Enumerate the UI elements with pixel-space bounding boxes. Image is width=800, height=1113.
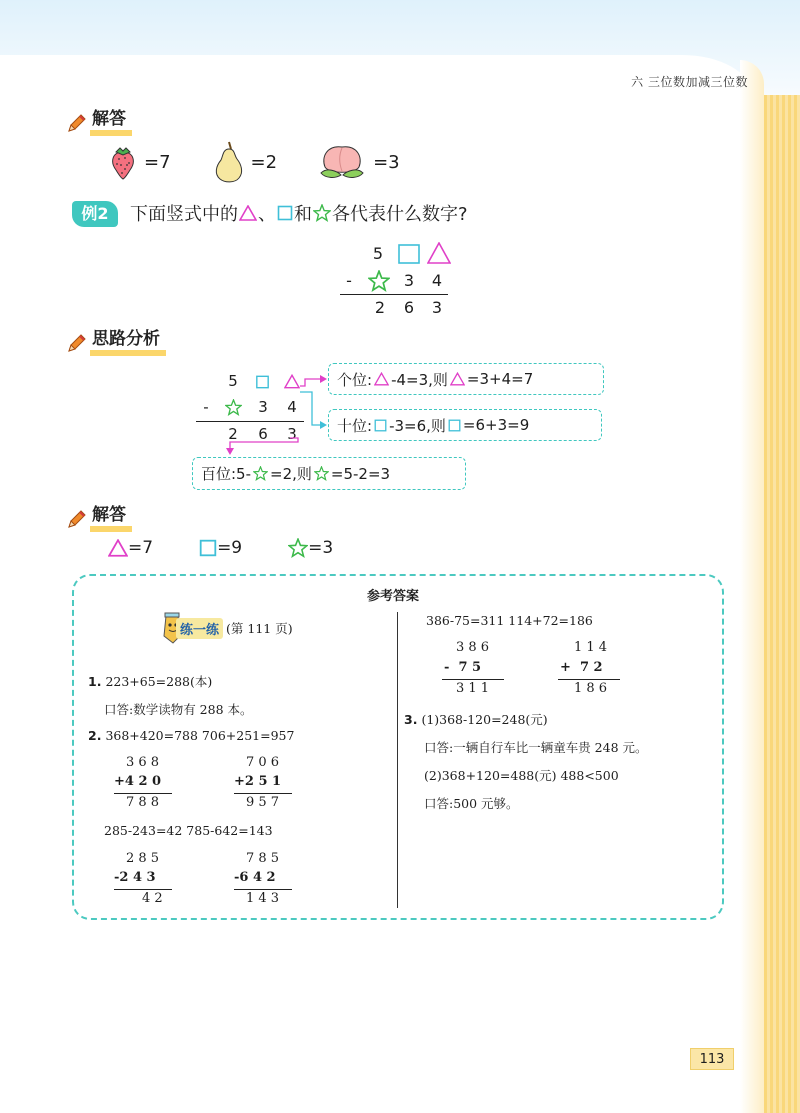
calc-top: 2 8 5	[126, 851, 160, 866]
answer-value: =3	[308, 538, 334, 558]
q2b-equations: 285-243=42 785-642=143	[104, 823, 273, 838]
tens-label: 十位:	[337, 416, 373, 435]
calc-op: + 7 2	[560, 660, 603, 675]
calc-top: 3 8 6	[456, 640, 490, 655]
triangle-icon	[108, 539, 128, 557]
question-text-b: 和	[294, 204, 312, 225]
calc-op: - 7 5	[444, 660, 482, 675]
practice-label: 练一练	[176, 618, 223, 639]
answer-triangle	[108, 538, 153, 558]
section-title: 解答	[90, 110, 132, 136]
star-icon	[288, 538, 308, 558]
q1-number: 1.	[88, 674, 102, 689]
star-icon	[253, 466, 268, 481]
pencil-icon	[66, 508, 86, 530]
calc-result: 3 1 1	[456, 681, 490, 696]
calc-op: +2 5 1	[234, 774, 282, 789]
fruit-value: =3	[373, 151, 400, 173]
calc-top: 7 8 5	[246, 851, 280, 866]
calc-result: 1 4 3	[246, 891, 280, 906]
calc-top: 3 6 8	[126, 755, 160, 770]
square-icon	[199, 539, 217, 557]
calc-op: +4 2 0	[114, 774, 162, 789]
ones-label: 个位:	[337, 370, 373, 389]
answer-value: =9	[217, 538, 243, 558]
q3-number: 3.	[404, 712, 418, 727]
q3a-line	[404, 710, 548, 728]
calc-result: 9 5 7	[246, 795, 280, 810]
q3a-answer: 口答:一辆自行车比一辆童车贵 248 元。	[424, 740, 648, 755]
practice-page-ref: (第 111 页)	[226, 621, 293, 636]
example-badge: 例2	[72, 201, 118, 227]
digit: 3	[403, 271, 415, 290]
hundreds-place-explanation	[192, 457, 466, 490]
digit: 3	[287, 425, 297, 443]
ones-equation: -4=3,则	[391, 370, 448, 389]
chapter-title: 六 三位数加减三位数	[631, 75, 748, 89]
digit: 4	[431, 271, 443, 290]
question-text-c: 各代表什么数字?	[332, 204, 468, 225]
hundreds-label: 百位:5-	[201, 465, 252, 483]
section-title: 思路分析	[90, 330, 166, 356]
tens-equation: -3=6,则	[389, 416, 446, 435]
digit: 2	[228, 425, 238, 443]
fruit-value: =7	[144, 151, 171, 173]
calc-op: -2 4 3	[114, 870, 156, 885]
square-icon	[374, 419, 387, 432]
sum-line	[114, 793, 172, 794]
practice-header	[160, 612, 293, 644]
calc-op: -6 4 2	[234, 870, 276, 885]
section-header-answer-2	[66, 506, 132, 532]
digit: 5	[372, 244, 384, 263]
calc-top: 7 0 6	[246, 755, 280, 770]
column-divider	[397, 612, 398, 908]
sum-line	[234, 889, 292, 890]
question-separator: 、	[258, 204, 276, 225]
square-icon	[448, 419, 461, 432]
digit: 5	[228, 372, 238, 390]
reference-title: 参考答案	[367, 589, 420, 604]
calc-top: 1 1 4	[574, 640, 608, 655]
answer-value: =7	[128, 538, 154, 558]
calc-result: 7 8 8	[126, 795, 160, 810]
page-number: 113	[690, 1048, 734, 1070]
triangle-icon	[450, 372, 465, 386]
q2-line	[88, 728, 294, 743]
section-title: 解答	[90, 506, 132, 532]
tens-place-explanation	[328, 409, 602, 441]
digit: 2	[374, 298, 386, 317]
triangle-icon	[374, 372, 389, 386]
digit: 3	[258, 398, 268, 416]
final-answers	[108, 538, 379, 558]
star-icon	[314, 466, 329, 481]
q2-number: 2.	[88, 728, 102, 743]
calc-result: 1 8 6	[574, 681, 608, 696]
right-equations: 386-75=311 114+72=186	[426, 613, 593, 628]
q3a-equation: (1)368-120=248(元)	[421, 712, 548, 727]
fruit-value: =2	[250, 151, 278, 173]
q3b-equation: (2)368+120=488(元) 488<500	[424, 768, 619, 783]
sum-line	[558, 679, 620, 680]
sum-line	[234, 793, 292, 794]
calc-result: 4 2	[142, 891, 163, 906]
q1-line	[88, 672, 212, 690]
answer-star	[288, 538, 333, 558]
digit: 6	[258, 425, 268, 443]
tens-result: =6+3=9	[462, 416, 530, 434]
q1-answer: 口答:数学读物有 288 本。	[104, 702, 253, 717]
ones-result: =3+4=7	[466, 370, 534, 388]
question-text-a: 下面竖式中的	[130, 204, 238, 225]
answer-square	[199, 538, 242, 558]
minus-sign: -	[346, 271, 352, 290]
sum-line	[114, 889, 172, 890]
minus-sign: -	[203, 398, 209, 416]
hundreds-equation: =2,则	[270, 465, 312, 483]
digit: 3	[431, 298, 443, 317]
sum-line	[442, 679, 504, 680]
q3b-answer: 口答:500 元够。	[424, 796, 519, 811]
digit: 6	[403, 298, 415, 317]
digit: 4	[287, 398, 297, 416]
ones-place-explanation	[328, 363, 604, 395]
q2-equations: 368+420=788 706+251=957	[105, 728, 295, 743]
q1-equation: 223+65=288(本)	[105, 674, 213, 689]
hundreds-result: =5-2=3	[330, 464, 391, 483]
